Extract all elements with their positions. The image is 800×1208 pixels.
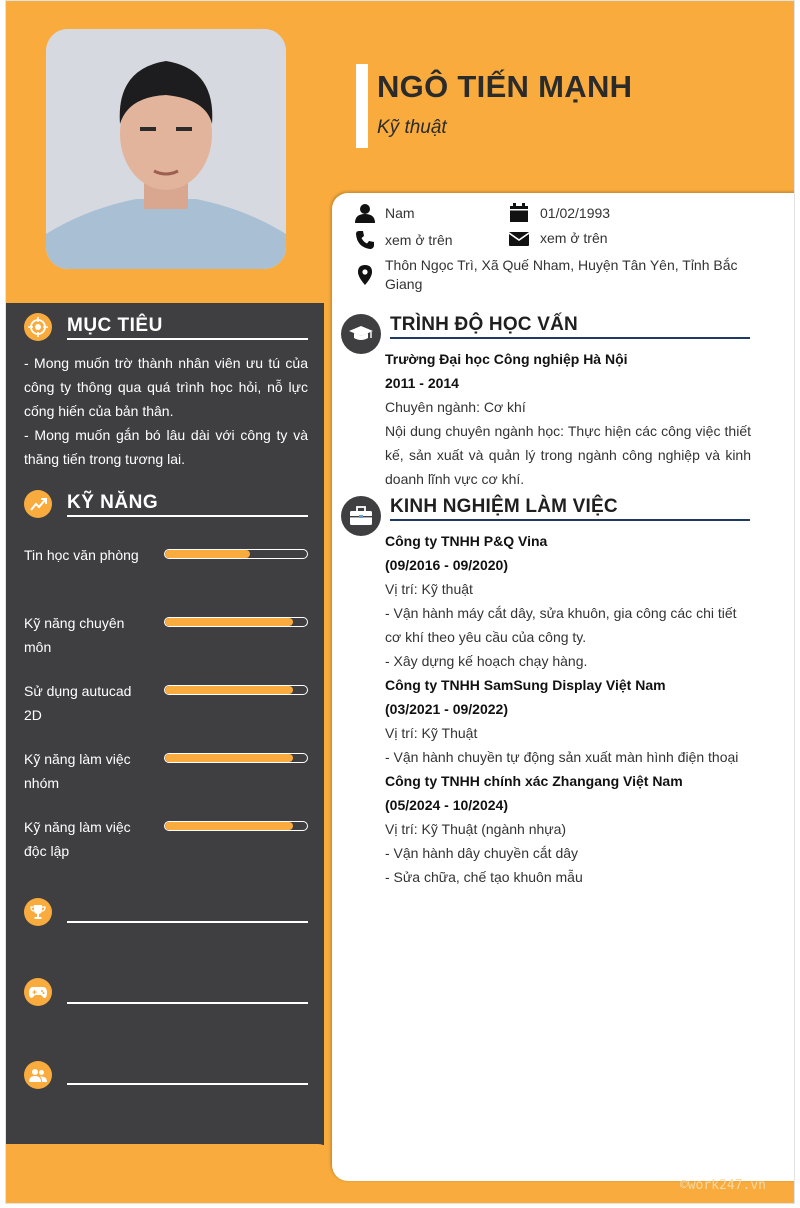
skill-label: Kỹ năng làm việc độc lập bbox=[24, 819, 131, 859]
skill-label: Kỹ năng làm việc nhóm bbox=[24, 751, 131, 791]
education-period: 2011 - 2014 bbox=[385, 375, 459, 391]
briefcase-icon bbox=[341, 496, 381, 536]
job-detail: - Xây dựng kế hoạch chạy hàng. bbox=[385, 653, 588, 669]
skill-level-bar bbox=[164, 685, 308, 695]
education-heading: TRÌNH ĐỘ HỌC VẤN bbox=[390, 314, 578, 335]
education-description: Nội dung chuyên ngành học: Thực hiện các công việc thiết kế, sản xuất và quản lý trong ngành công nghiệp và kinh doanh lĩnh vực cơ khí. bbox=[385, 423, 751, 487]
job-detail: - Vận hành dây chuyền cắt dây bbox=[385, 845, 579, 861]
job-period: (05/2024 - 10/2024) bbox=[385, 797, 508, 813]
footer-orange-area bbox=[6, 1144, 332, 1204]
skill-level-bar bbox=[164, 821, 308, 831]
skill-label: Kỹ năng chuyên môn bbox=[24, 615, 125, 655]
graduation-cap-icon bbox=[341, 314, 381, 354]
skill-label: Sử dụng autucad 2D bbox=[24, 683, 132, 723]
education-rule bbox=[390, 337, 750, 339]
location-pin-icon bbox=[355, 265, 375, 285]
objective-rule bbox=[67, 338, 308, 340]
name-accent-bar bbox=[356, 64, 368, 148]
skill-level-bar bbox=[164, 617, 308, 627]
skills-rule bbox=[67, 515, 308, 517]
chart-up-icon bbox=[24, 490, 52, 518]
skill-level-bar bbox=[164, 753, 308, 763]
full-name: NGÔ TIẾN MẠNH bbox=[377, 69, 633, 104]
gamepad-icon bbox=[24, 978, 52, 1006]
skill-level-fill bbox=[165, 686, 293, 694]
job-detail: - Sửa chữa, chế tạo khuôn mẫu bbox=[385, 869, 583, 885]
profile-photo bbox=[46, 29, 286, 269]
experience-heading: KINH NGHIỆM LÀM VIỆC bbox=[390, 496, 618, 517]
birthday-value: 01/02/1993 bbox=[540, 205, 611, 221]
skill-level-fill bbox=[165, 618, 293, 626]
calendar-icon bbox=[509, 203, 529, 223]
address-value: Thôn Ngọc Trì, Xã Quế Nham, Huyện Tân Yên, Tỉnh Bắc Giang bbox=[385, 257, 738, 292]
awards-rule bbox=[67, 921, 308, 923]
education-major: Chuyên ngành: Cơ khí bbox=[385, 399, 526, 415]
skill-label: Tin học văn phòng bbox=[24, 547, 139, 563]
hobbies-rule bbox=[67, 1002, 308, 1004]
phone-value: xem ở trên bbox=[385, 232, 453, 248]
phone-icon bbox=[355, 230, 375, 250]
job-title: Kỹ thuật bbox=[377, 117, 447, 138]
email-icon bbox=[509, 229, 529, 249]
experience-rule bbox=[390, 519, 750, 521]
job-company: Công ty TNHH P&Q Vina bbox=[385, 533, 548, 549]
cv-page bbox=[5, 0, 795, 1204]
target-icon bbox=[24, 313, 52, 341]
job-role: Vị trí: Kỹ Thuật bbox=[385, 725, 478, 741]
watermark: ©work247.vn bbox=[679, 1178, 766, 1193]
skill-level-fill bbox=[165, 550, 250, 558]
job-detail: - Vận hành máy cắt dây, sửa khuôn, gia công các chi tiết cơ khí theo yêu cầu của công ty. bbox=[385, 605, 737, 645]
job-company: Công ty TNHH chính xác Zhangang Việt Nam bbox=[385, 773, 683, 789]
job-company: Công ty TNHH SamSung Display Việt Nam bbox=[385, 677, 666, 693]
education-school: Trường Đại học Công nghiệp Hà Nội bbox=[385, 351, 628, 367]
skills-heading: KỸ NĂNG bbox=[67, 492, 159, 513]
references-rule bbox=[67, 1083, 308, 1085]
skill-level-bar bbox=[164, 549, 308, 559]
skill-level-fill bbox=[165, 822, 293, 830]
job-period: (09/2016 - 09/2020) bbox=[385, 557, 508, 573]
job-role: Vị trí: Kỹ Thuật (ngành nhựa) bbox=[385, 821, 567, 837]
job-period: (03/2021 - 09/2022) bbox=[385, 701, 508, 717]
objective-text: - Mong muốn trờ thành nhân viên ưu tú của công ty thông qua quá trình học hỏi, nỗ lực cống hiến của bản thân. - Mong muốn gắn bó lâu dài với công ty và thăng tiến trong tương lai. bbox=[24, 355, 308, 467]
job-detail: - Vận hành chuyền tự động sản xuất màn hình điện thoại bbox=[385, 749, 739, 765]
objective-heading: MỤC TIÊU bbox=[67, 315, 163, 336]
email-value: xem ở trên bbox=[540, 230, 608, 246]
person-icon bbox=[355, 203, 375, 223]
trophy-icon bbox=[24, 898, 52, 926]
job-role: Vị trí: Kỹ thuật bbox=[385, 581, 473, 597]
gender-value: Nam bbox=[385, 205, 415, 221]
skill-level-fill bbox=[165, 754, 293, 762]
people-icon bbox=[24, 1061, 52, 1089]
